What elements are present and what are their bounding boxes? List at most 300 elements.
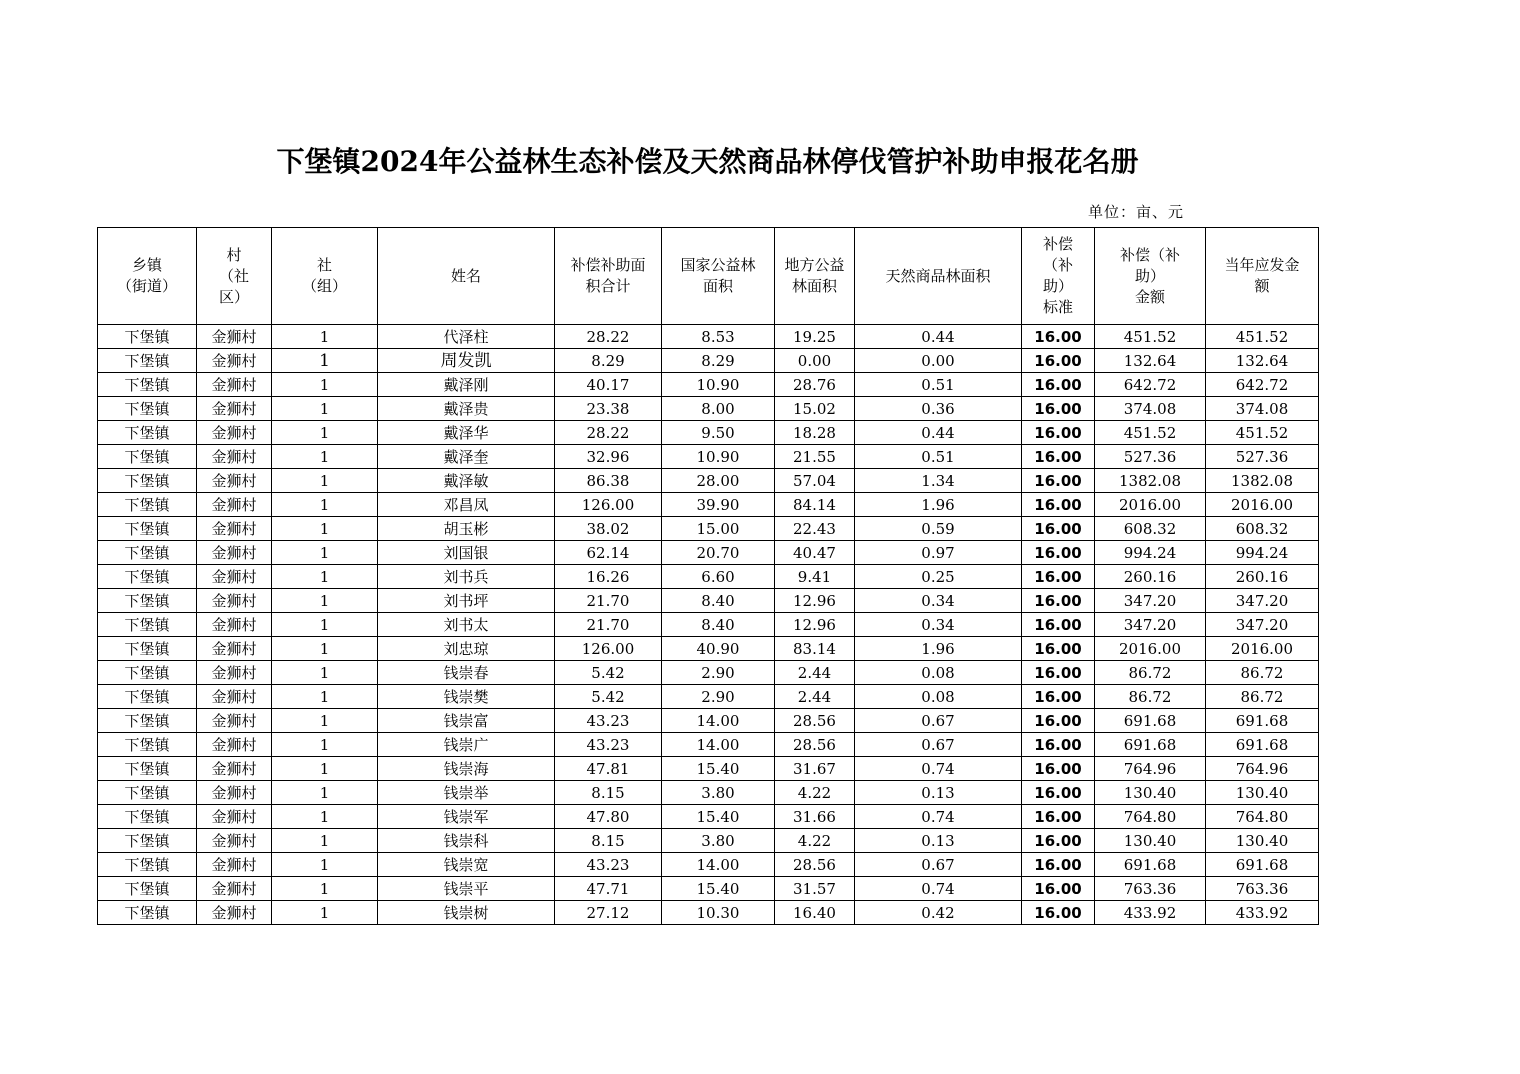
- group-cell: 1: [272, 613, 378, 637]
- group-cell: 1: [272, 805, 378, 829]
- village-cell: 金狮村: [197, 613, 272, 637]
- group-cell: 1: [272, 565, 378, 589]
- table-row: [98, 517, 1319, 541]
- town-cell: 下堡镇: [98, 349, 197, 373]
- standard-cell: 16.00: [1022, 349, 1095, 373]
- standard-cell: 16.00: [1022, 829, 1095, 853]
- local-area-cell: 28.76: [775, 373, 855, 397]
- standard-cell: 16.00: [1022, 493, 1095, 517]
- local-area-cell: 15.02: [775, 397, 855, 421]
- village-cell: 金狮村: [197, 349, 272, 373]
- national-area-cell: 2.90: [662, 661, 775, 685]
- town-cell: 下堡镇: [98, 445, 197, 469]
- village-cell: 金狮村: [197, 733, 272, 757]
- commercial-area-cell: 0.59: [855, 517, 1022, 541]
- payable-cell: 130.40: [1206, 781, 1319, 805]
- table-row: [98, 469, 1319, 493]
- village-cell: 金狮村: [197, 853, 272, 877]
- name-cell: 钱崇富: [378, 709, 555, 733]
- national-area-cell: 15.00: [662, 517, 775, 541]
- town-cell: 下堡镇: [98, 589, 197, 613]
- national-area-cell: 10.30: [662, 901, 775, 925]
- header-standard: 补偿 （补 助） 标准: [1022, 228, 1095, 325]
- total-area-cell: 126.00: [555, 493, 662, 517]
- total-area-cell: 32.96: [555, 445, 662, 469]
- compensation-cell: 608.32: [1095, 517, 1206, 541]
- village-cell: 金狮村: [197, 781, 272, 805]
- group-cell: 1: [272, 349, 378, 373]
- standard-cell: 16.00: [1022, 709, 1095, 733]
- group-cell: 1: [272, 421, 378, 445]
- name-cell: 戴泽刚: [378, 373, 555, 397]
- standard-cell: 16.00: [1022, 637, 1095, 661]
- commercial-area-cell: 0.44: [855, 421, 1022, 445]
- group-cell: 1: [272, 469, 378, 493]
- national-area-cell: 3.80: [662, 781, 775, 805]
- table-row: [98, 397, 1319, 421]
- group-cell: 1: [272, 901, 378, 925]
- total-area-cell: 27.12: [555, 901, 662, 925]
- name-cell: 钱崇平: [378, 877, 555, 901]
- village-cell: 金狮村: [197, 493, 272, 517]
- group-cell: 1: [272, 325, 378, 349]
- name-cell: 戴泽贵: [378, 397, 555, 421]
- village-cell: 金狮村: [197, 469, 272, 493]
- local-area-cell: 16.40: [775, 901, 855, 925]
- local-area-cell: 4.22: [775, 781, 855, 805]
- header-commercial-area: 天然商品林面积: [855, 228, 1022, 325]
- name-cell: 钱崇树: [378, 901, 555, 925]
- local-area-cell: 28.56: [775, 709, 855, 733]
- national-area-cell: 20.70: [662, 541, 775, 565]
- commercial-area-cell: 0.74: [855, 757, 1022, 781]
- town-cell: 下堡镇: [98, 877, 197, 901]
- standard-cell: 16.00: [1022, 781, 1095, 805]
- village-cell: 金狮村: [197, 877, 272, 901]
- group-cell: 1: [272, 589, 378, 613]
- commercial-area-cell: 0.74: [855, 877, 1022, 901]
- table-row: [98, 565, 1319, 589]
- town-cell: 下堡镇: [98, 829, 197, 853]
- town-cell: 下堡镇: [98, 541, 197, 565]
- compensation-cell: 347.20: [1095, 613, 1206, 637]
- group-cell: 1: [272, 661, 378, 685]
- total-area-cell: 43.23: [555, 709, 662, 733]
- table-row: [98, 685, 1319, 709]
- total-area-cell: 21.70: [555, 613, 662, 637]
- table-row: [98, 757, 1319, 781]
- local-area-cell: 22.43: [775, 517, 855, 541]
- header-compensation: 补偿（补 助） 金额: [1095, 228, 1206, 325]
- local-area-cell: 0.00: [775, 349, 855, 373]
- total-area-cell: 47.71: [555, 877, 662, 901]
- compensation-cell: 347.20: [1095, 589, 1206, 613]
- commercial-area-cell: 0.08: [855, 685, 1022, 709]
- name-cell: 刘书坪: [378, 589, 555, 613]
- payable-cell: 691.68: [1206, 733, 1319, 757]
- total-area-cell: 8.15: [555, 781, 662, 805]
- group-cell: 1: [272, 685, 378, 709]
- payable-cell: 451.52: [1206, 325, 1319, 349]
- payable-cell: 2016.00: [1206, 637, 1319, 661]
- national-area-cell: 8.40: [662, 589, 775, 613]
- payable-cell: 374.08: [1206, 397, 1319, 421]
- compensation-cell: 451.52: [1095, 325, 1206, 349]
- national-area-cell: 15.40: [662, 757, 775, 781]
- payable-cell: 691.68: [1206, 853, 1319, 877]
- commercial-area-cell: 0.67: [855, 709, 1022, 733]
- village-cell: 金狮村: [197, 829, 272, 853]
- compensation-cell: 86.72: [1095, 661, 1206, 685]
- local-area-cell: 4.22: [775, 829, 855, 853]
- village-cell: 金狮村: [197, 637, 272, 661]
- group-cell: 1: [272, 709, 378, 733]
- standard-cell: 16.00: [1022, 613, 1095, 637]
- group-cell: 1: [272, 829, 378, 853]
- payable-cell: 691.68: [1206, 709, 1319, 733]
- table-row: [98, 373, 1319, 397]
- commercial-area-cell: 0.51: [855, 445, 1022, 469]
- compensation-cell: 691.68: [1095, 733, 1206, 757]
- standard-cell: 16.00: [1022, 565, 1095, 589]
- town-cell: 下堡镇: [98, 397, 197, 421]
- town-cell: 下堡镇: [98, 685, 197, 709]
- payable-cell: 130.40: [1206, 829, 1319, 853]
- table-row: [98, 445, 1319, 469]
- header-payable: 当年应发金 额: [1206, 228, 1319, 325]
- town-cell: 下堡镇: [98, 613, 197, 637]
- total-area-cell: 23.38: [555, 397, 662, 421]
- total-area-cell: 40.17: [555, 373, 662, 397]
- payable-cell: 347.20: [1206, 613, 1319, 637]
- local-area-cell: 28.56: [775, 853, 855, 877]
- village-cell: 金狮村: [197, 373, 272, 397]
- payable-cell: 132.64: [1206, 349, 1319, 373]
- standard-cell: 16.00: [1022, 589, 1095, 613]
- local-area-cell: 83.14: [775, 637, 855, 661]
- compensation-cell: 2016.00: [1095, 637, 1206, 661]
- group-cell: 1: [272, 637, 378, 661]
- local-area-cell: 31.57: [775, 877, 855, 901]
- national-area-cell: 40.90: [662, 637, 775, 661]
- commercial-area-cell: 0.34: [855, 613, 1022, 637]
- table-row: [98, 733, 1319, 757]
- town-cell: 下堡镇: [98, 805, 197, 829]
- compensation-cell: 1382.08: [1095, 469, 1206, 493]
- total-area-cell: 126.00: [555, 637, 662, 661]
- standard-cell: 16.00: [1022, 397, 1095, 421]
- national-area-cell: 15.40: [662, 805, 775, 829]
- commercial-area-cell: 0.00: [855, 349, 1022, 373]
- compensation-cell: 130.40: [1095, 829, 1206, 853]
- roster-table: [97, 227, 1319, 925]
- name-cell: 戴泽华: [378, 421, 555, 445]
- table-row: [98, 781, 1319, 805]
- commercial-area-cell: 0.13: [855, 781, 1022, 805]
- standard-cell: 16.00: [1022, 757, 1095, 781]
- name-cell: 刘书太: [378, 613, 555, 637]
- name-cell: 钱崇樊: [378, 685, 555, 709]
- national-area-cell: 8.40: [662, 613, 775, 637]
- national-area-cell: 14.00: [662, 733, 775, 757]
- compensation-cell: 527.36: [1095, 445, 1206, 469]
- table-row: [98, 589, 1319, 613]
- commercial-area-cell: 0.34: [855, 589, 1022, 613]
- village-cell: 金狮村: [197, 589, 272, 613]
- total-area-cell: 43.23: [555, 733, 662, 757]
- local-area-cell: 9.41: [775, 565, 855, 589]
- header-town: 乡镇 （街道）: [98, 228, 197, 325]
- village-cell: 金狮村: [197, 901, 272, 925]
- total-area-cell: 86.38: [555, 469, 662, 493]
- total-area-cell: 5.42: [555, 661, 662, 685]
- national-area-cell: 10.90: [662, 445, 775, 469]
- national-area-cell: 15.40: [662, 877, 775, 901]
- table-row: [98, 421, 1319, 445]
- commercial-area-cell: 0.51: [855, 373, 1022, 397]
- local-area-cell: 12.96: [775, 589, 855, 613]
- town-cell: 下堡镇: [98, 733, 197, 757]
- village-cell: 金狮村: [197, 661, 272, 685]
- standard-cell: 16.00: [1022, 877, 1095, 901]
- table-row: [98, 637, 1319, 661]
- national-area-cell: 8.00: [662, 397, 775, 421]
- compensation-cell: 2016.00: [1095, 493, 1206, 517]
- name-cell: 刘国银: [378, 541, 555, 565]
- commercial-area-cell: 0.13: [855, 829, 1022, 853]
- payable-cell: 764.96: [1206, 757, 1319, 781]
- table-row: [98, 805, 1319, 829]
- town-cell: 下堡镇: [98, 709, 197, 733]
- total-area-cell: 21.70: [555, 589, 662, 613]
- payable-cell: 2016.00: [1206, 493, 1319, 517]
- payable-cell: 347.20: [1206, 589, 1319, 613]
- national-area-cell: 9.50: [662, 421, 775, 445]
- header-total-area: 补偿补助面 积合计: [555, 228, 662, 325]
- payable-cell: 86.72: [1206, 661, 1319, 685]
- national-area-cell: 3.80: [662, 829, 775, 853]
- standard-cell: 16.00: [1022, 661, 1095, 685]
- compensation-cell: 86.72: [1095, 685, 1206, 709]
- name-cell: 周发凯: [378, 349, 555, 373]
- name-cell: 钱崇科: [378, 829, 555, 853]
- total-area-cell: 43.23: [555, 853, 662, 877]
- name-cell: 钱崇春: [378, 661, 555, 685]
- national-area-cell: 28.00: [662, 469, 775, 493]
- local-area-cell: 31.66: [775, 805, 855, 829]
- name-cell: 代泽柱: [378, 325, 555, 349]
- village-cell: 金狮村: [197, 565, 272, 589]
- total-area-cell: 38.02: [555, 517, 662, 541]
- unit-label: 单位：亩、元: [1088, 203, 1185, 221]
- total-area-cell: 16.26: [555, 565, 662, 589]
- standard-cell: 16.00: [1022, 685, 1095, 709]
- header-name: 姓名: [378, 228, 555, 325]
- compensation-cell: 764.80: [1095, 805, 1206, 829]
- town-cell: 下堡镇: [98, 421, 197, 445]
- name-cell: 刘书兵: [378, 565, 555, 589]
- village-cell: 金狮村: [197, 757, 272, 781]
- village-cell: 金狮村: [197, 397, 272, 421]
- name-cell: 戴泽敏: [378, 469, 555, 493]
- village-cell: 金狮村: [197, 445, 272, 469]
- total-area-cell: 47.80: [555, 805, 662, 829]
- commercial-area-cell: 0.42: [855, 901, 1022, 925]
- national-area-cell: 2.90: [662, 685, 775, 709]
- header-local-area: 地方公益 林面积: [775, 228, 855, 325]
- compensation-cell: 132.64: [1095, 349, 1206, 373]
- village-cell: 金狮村: [197, 517, 272, 541]
- village-cell: 金狮村: [197, 709, 272, 733]
- national-area-cell: 14.00: [662, 709, 775, 733]
- national-area-cell: 8.53: [662, 325, 775, 349]
- total-area-cell: 5.42: [555, 685, 662, 709]
- table-body: [98, 325, 1319, 925]
- header-national-area: 国家公益林 面积: [662, 228, 775, 325]
- payable-cell: 763.36: [1206, 877, 1319, 901]
- local-area-cell: 40.47: [775, 541, 855, 565]
- national-area-cell: 8.29: [662, 349, 775, 373]
- header-village: 村 （社 区）: [197, 228, 272, 325]
- national-area-cell: 39.90: [662, 493, 775, 517]
- payable-cell: 260.16: [1206, 565, 1319, 589]
- town-cell: 下堡镇: [98, 637, 197, 661]
- standard-cell: 16.00: [1022, 445, 1095, 469]
- total-area-cell: 28.22: [555, 421, 662, 445]
- town-cell: 下堡镇: [98, 781, 197, 805]
- payable-cell: 764.80: [1206, 805, 1319, 829]
- name-cell: 钱崇举: [378, 781, 555, 805]
- national-area-cell: 14.00: [662, 853, 775, 877]
- table-row: [98, 613, 1319, 637]
- compensation-cell: 260.16: [1095, 565, 1206, 589]
- total-area-cell: 47.81: [555, 757, 662, 781]
- table-row: [98, 493, 1319, 517]
- table-header: [98, 228, 1319, 325]
- commercial-area-cell: 0.67: [855, 853, 1022, 877]
- local-area-cell: 21.55: [775, 445, 855, 469]
- name-cell: 钱崇军: [378, 805, 555, 829]
- total-area-cell: 8.15: [555, 829, 662, 853]
- commercial-area-cell: 0.74: [855, 805, 1022, 829]
- standard-cell: 16.00: [1022, 733, 1095, 757]
- table-row: [98, 661, 1319, 685]
- standard-cell: 16.00: [1022, 853, 1095, 877]
- payable-cell: 527.36: [1206, 445, 1319, 469]
- name-cell: 刘忠琼: [378, 637, 555, 661]
- national-area-cell: 10.90: [662, 373, 775, 397]
- table-row: [98, 709, 1319, 733]
- compensation-cell: 764.96: [1095, 757, 1206, 781]
- standard-cell: 16.00: [1022, 421, 1095, 445]
- commercial-area-cell: 0.08: [855, 661, 1022, 685]
- commercial-area-cell: 0.36: [855, 397, 1022, 421]
- commercial-area-cell: 0.44: [855, 325, 1022, 349]
- standard-cell: 16.00: [1022, 805, 1095, 829]
- table-row: [98, 349, 1319, 373]
- local-area-cell: 31.67: [775, 757, 855, 781]
- group-cell: 1: [272, 757, 378, 781]
- group-cell: 1: [272, 493, 378, 517]
- payable-cell: 86.72: [1206, 685, 1319, 709]
- name-cell: 胡玉彬: [378, 517, 555, 541]
- local-area-cell: 12.96: [775, 613, 855, 637]
- commercial-area-cell: 0.97: [855, 541, 1022, 565]
- village-cell: 金狮村: [197, 325, 272, 349]
- payable-cell: 642.72: [1206, 373, 1319, 397]
- table-row: [98, 325, 1319, 349]
- standard-cell: 16.00: [1022, 469, 1095, 493]
- town-cell: 下堡镇: [98, 493, 197, 517]
- name-cell: 戴泽奎: [378, 445, 555, 469]
- total-area-cell: 8.29: [555, 349, 662, 373]
- standard-cell: 16.00: [1022, 901, 1095, 925]
- village-cell: 金狮村: [197, 541, 272, 565]
- table-row: [98, 901, 1319, 925]
- local-area-cell: 28.56: [775, 733, 855, 757]
- name-cell: 邓昌凤: [378, 493, 555, 517]
- local-area-cell: 57.04: [775, 469, 855, 493]
- commercial-area-cell: 0.67: [855, 733, 1022, 757]
- town-cell: 下堡镇: [98, 565, 197, 589]
- local-area-cell: 19.25: [775, 325, 855, 349]
- town-cell: 下堡镇: [98, 757, 197, 781]
- local-area-cell: 2.44: [775, 661, 855, 685]
- local-area-cell: 84.14: [775, 493, 855, 517]
- name-cell: 钱崇广: [378, 733, 555, 757]
- group-cell: 1: [272, 445, 378, 469]
- compensation-cell: 994.24: [1095, 541, 1206, 565]
- standard-cell: 16.00: [1022, 373, 1095, 397]
- town-cell: 下堡镇: [98, 853, 197, 877]
- name-cell: 钱崇宽: [378, 853, 555, 877]
- compensation-cell: 642.72: [1095, 373, 1206, 397]
- standard-cell: 16.00: [1022, 517, 1095, 541]
- local-area-cell: 18.28: [775, 421, 855, 445]
- commercial-area-cell: 0.25: [855, 565, 1022, 589]
- compensation-cell: 433.92: [1095, 901, 1206, 925]
- village-cell: 金狮村: [197, 421, 272, 445]
- standard-cell: 16.00: [1022, 325, 1095, 349]
- header-row: [98, 228, 1319, 325]
- commercial-area-cell: 1.96: [855, 493, 1022, 517]
- town-cell: 下堡镇: [98, 517, 197, 541]
- total-area-cell: 62.14: [555, 541, 662, 565]
- standard-cell: 16.00: [1022, 541, 1095, 565]
- compensation-cell: 451.52: [1095, 421, 1206, 445]
- group-cell: 1: [272, 877, 378, 901]
- name-cell: 钱崇海: [378, 757, 555, 781]
- town-cell: 下堡镇: [98, 373, 197, 397]
- town-cell: 下堡镇: [98, 469, 197, 493]
- village-cell: 金狮村: [197, 805, 272, 829]
- group-cell: 1: [272, 781, 378, 805]
- commercial-area-cell: 1.34: [855, 469, 1022, 493]
- compensation-cell: 130.40: [1095, 781, 1206, 805]
- page-title: 下堡镇2024年公益林生态补偿及天然商品林停伐管护补助申报花名册: [276, 145, 1139, 178]
- local-area-cell: 2.44: [775, 685, 855, 709]
- commercial-area-cell: 1.96: [855, 637, 1022, 661]
- group-cell: 1: [272, 397, 378, 421]
- group-cell: 1: [272, 517, 378, 541]
- national-area-cell: 6.60: [662, 565, 775, 589]
- total-area-cell: 28.22: [555, 325, 662, 349]
- payable-cell: 608.32: [1206, 517, 1319, 541]
- compensation-cell: 691.68: [1095, 709, 1206, 733]
- table-row: [98, 853, 1319, 877]
- town-cell: 下堡镇: [98, 661, 197, 685]
- payable-cell: 994.24: [1206, 541, 1319, 565]
